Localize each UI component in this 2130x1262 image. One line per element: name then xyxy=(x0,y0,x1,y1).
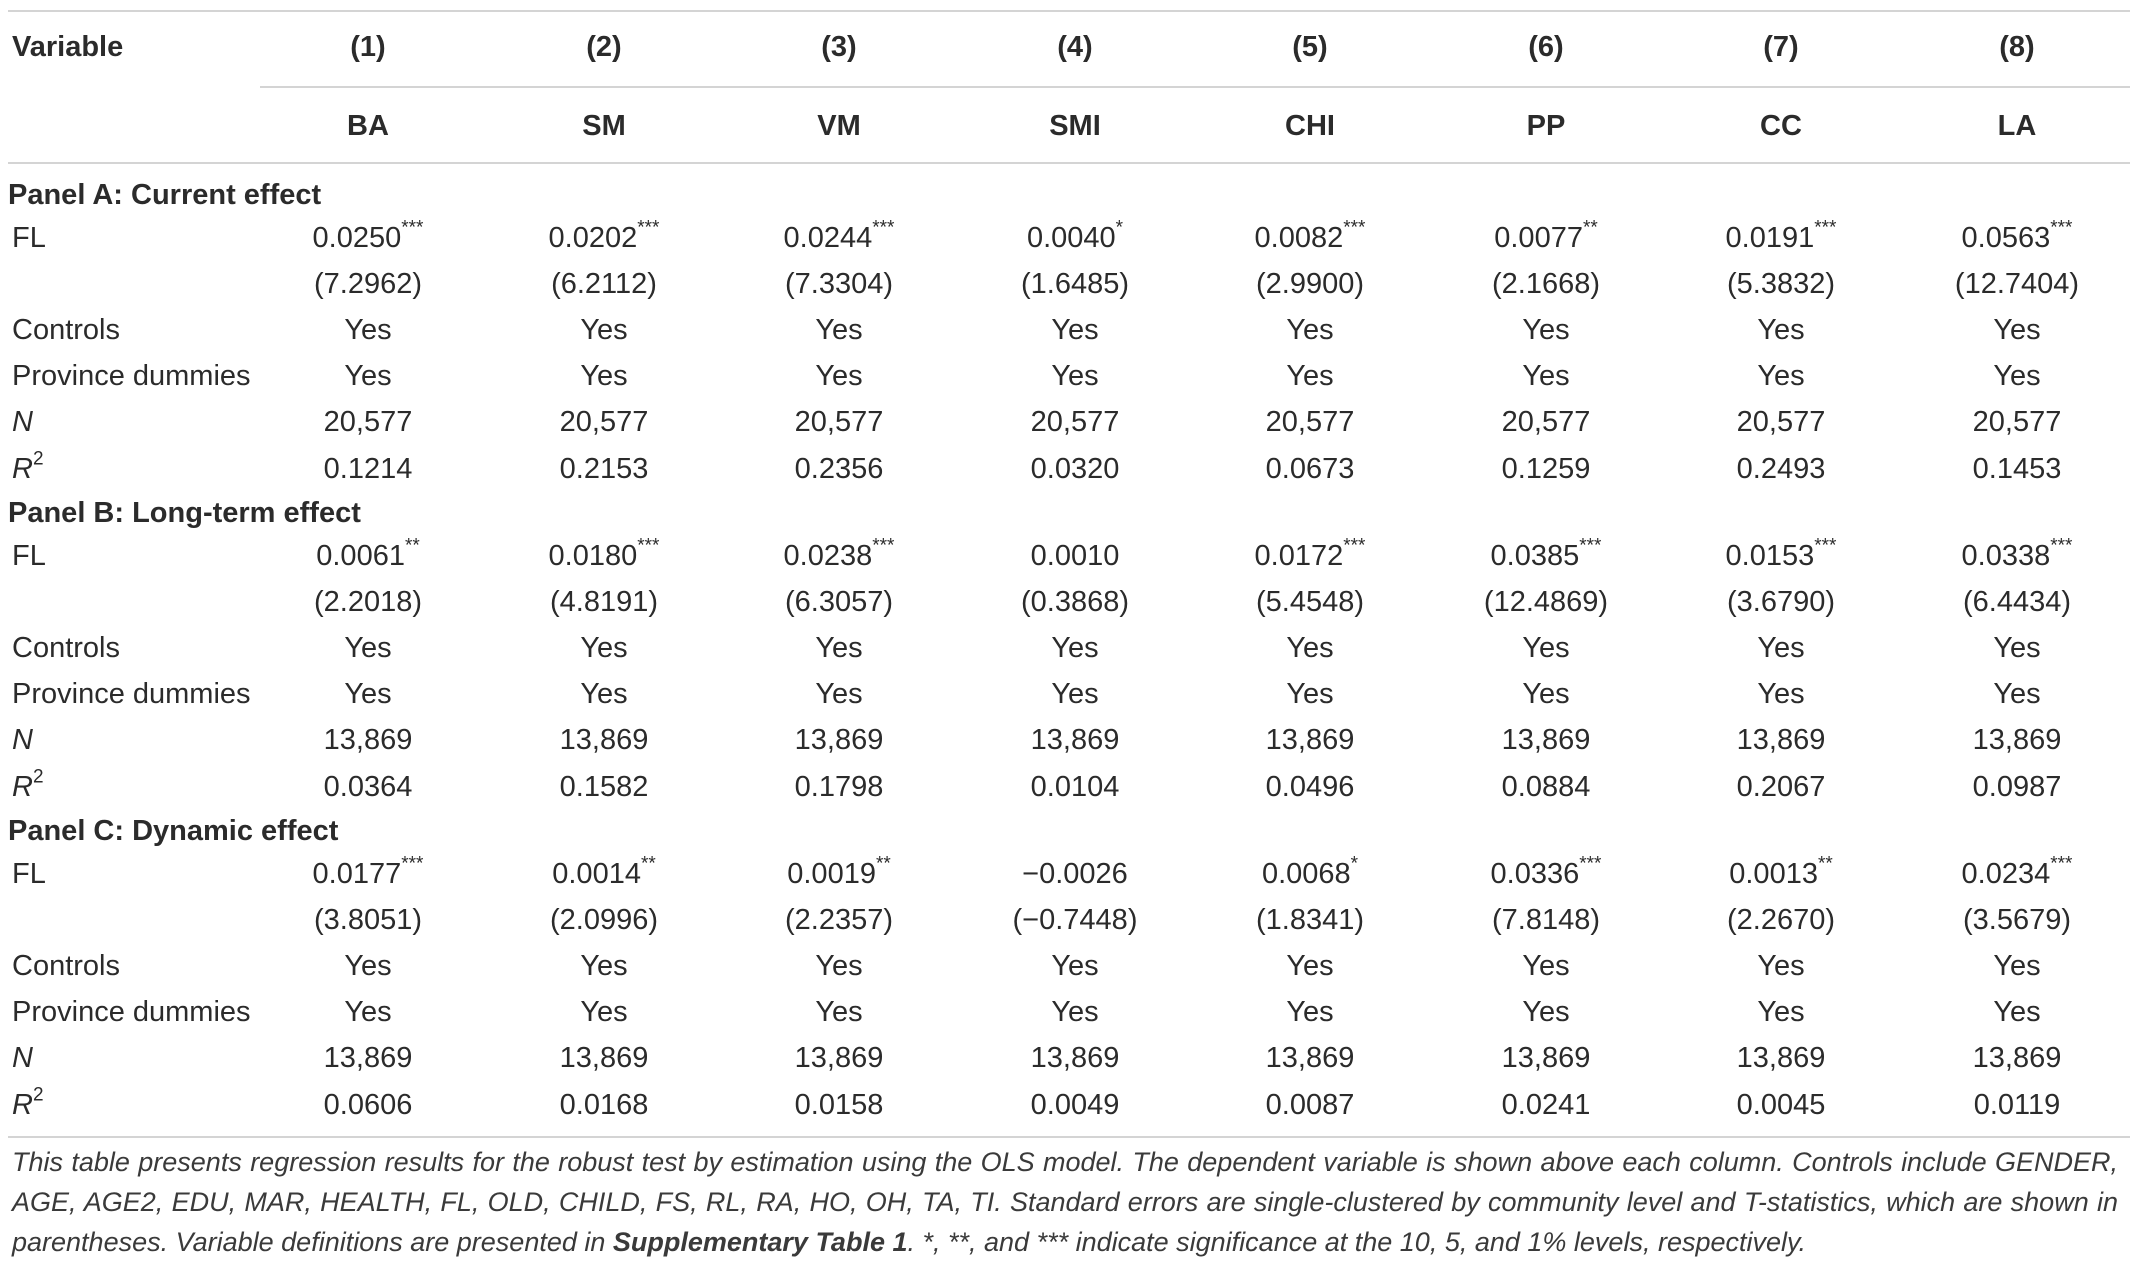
panel-title: Panel A: Current effect xyxy=(8,179,322,211)
table-cell: Yes xyxy=(1757,678,1805,711)
table-cell: 0.0168 xyxy=(559,1088,649,1121)
table-cell: Yes xyxy=(1993,632,2041,665)
row-label xyxy=(12,989,251,1035)
row-label xyxy=(12,851,46,897)
table-cell: 0.0158 xyxy=(794,1088,884,1121)
col-name-4: SMI xyxy=(1049,110,1101,142)
row-label xyxy=(12,671,251,717)
table-row xyxy=(0,261,2130,307)
significance-stars: *** xyxy=(1579,535,1602,557)
row-label-text: FL xyxy=(12,222,46,254)
table-cell: (−0.7448) xyxy=(1012,904,1138,937)
table-cell: Yes xyxy=(1757,996,1805,1029)
significance-stars: *** xyxy=(872,217,895,239)
table-row xyxy=(0,897,2130,943)
table-cell: Yes xyxy=(815,314,863,347)
table-cell: Yes xyxy=(1051,632,1099,665)
table-cell: 0.0045 xyxy=(1736,1088,1826,1121)
table-note xyxy=(12,1142,2118,1262)
table-cell: 20,577 xyxy=(1736,406,1826,439)
table-top-rule xyxy=(8,10,2130,12)
table-cell: 0.0010 xyxy=(1030,540,1120,572)
significance-stars: *** xyxy=(637,535,660,557)
row-label-text: Province dummies xyxy=(12,678,251,711)
table-cell: 13,869 xyxy=(794,724,884,757)
table-cell: (5.3832) xyxy=(1726,268,1836,301)
table-cell: (0.3868) xyxy=(1020,586,1130,619)
table-cell: 0.0336*** xyxy=(1490,853,1602,890)
table-cell: 0.0338*** xyxy=(1961,535,2073,572)
col-number-4: (4) xyxy=(1057,31,1093,63)
col-name-7: CC xyxy=(1760,110,1802,142)
table-row xyxy=(0,943,2130,989)
significance-stars: ** xyxy=(640,853,656,875)
table-cell: Yes xyxy=(1051,996,1099,1029)
table-cell: Yes xyxy=(815,996,863,1029)
table-row xyxy=(0,446,2130,492)
row-label xyxy=(12,764,44,810)
table-cell: (6.4434) xyxy=(1962,586,2072,619)
panel-title: Panel B: Long-term effect xyxy=(8,497,361,529)
table-cell: Yes xyxy=(1757,632,1805,665)
col-number-3: (3) xyxy=(821,31,857,63)
table-cell: Yes xyxy=(815,950,863,983)
table-cell: 20,577 xyxy=(1972,406,2062,439)
table-cell: (3.6790) xyxy=(1726,586,1836,619)
table-cell: 0.2153 xyxy=(559,452,649,485)
table-cell: Yes xyxy=(1993,360,2041,393)
col-name-6: PP xyxy=(1526,110,1566,142)
table-row xyxy=(0,215,2130,261)
row-label xyxy=(12,533,46,579)
row-label-text: R xyxy=(12,452,33,485)
significance-stars: * xyxy=(1115,217,1124,239)
table-bottom-rule xyxy=(8,1136,2130,1138)
table-cell: 0.0241 xyxy=(1501,1088,1591,1121)
table-cell: (3.8051) xyxy=(313,904,423,937)
table-cell: Yes xyxy=(1522,950,1570,983)
table-cell: 0.0019** xyxy=(787,853,891,890)
table-cell: (1.6485) xyxy=(1020,268,1130,301)
table-row xyxy=(0,1082,2130,1128)
table-cell: (4.8191) xyxy=(549,586,659,619)
table-cell: 0.0606 xyxy=(323,1088,413,1121)
table-cell: Yes xyxy=(1757,950,1805,983)
row-label-text: N xyxy=(12,406,33,439)
row-label xyxy=(12,1082,44,1128)
table-cell: 0.0238*** xyxy=(783,535,895,572)
row-label-text: R xyxy=(12,770,33,803)
col-number-8: (8) xyxy=(1999,31,2035,63)
variable-header: Variable xyxy=(12,31,124,63)
significance-stars: *** xyxy=(2050,853,2073,875)
table-cell: 0.0987 xyxy=(1972,770,2062,803)
table-cell: Yes xyxy=(1286,632,1334,665)
row-label-superscript: 2 xyxy=(32,448,44,470)
table-cell: 0.0013** xyxy=(1729,853,1833,890)
table-cell: 13,869 xyxy=(1501,724,1591,757)
table-cell: 0.0077** xyxy=(1494,217,1598,254)
table-cell: Yes xyxy=(1051,314,1099,347)
row-label xyxy=(12,446,44,492)
table-cell: Yes xyxy=(344,996,392,1029)
table-cell: Yes xyxy=(1286,314,1334,347)
row-label-text: FL xyxy=(12,858,46,890)
significance-stars: ** xyxy=(1582,217,1598,239)
row-label-text: FL xyxy=(12,540,46,572)
table-cell: 0.0068* xyxy=(1261,853,1359,890)
table-cell: 13,869 xyxy=(794,1042,884,1075)
table-cell: Yes xyxy=(344,678,392,711)
table-cell: (7.2962) xyxy=(313,268,423,301)
row-label xyxy=(12,1035,33,1081)
table-cell: (7.8148) xyxy=(1491,904,1601,937)
header-number-row xyxy=(0,24,2130,70)
significance-stars: *** xyxy=(1343,535,1366,557)
table-cell: Yes xyxy=(580,314,628,347)
table-cell: Yes xyxy=(1993,314,2041,347)
table-cell: Yes xyxy=(1051,678,1099,711)
table-cell: Yes xyxy=(580,360,628,393)
table-row xyxy=(0,1035,2130,1081)
table-cell: 0.0061** xyxy=(316,535,420,572)
table-cell: 13,869 xyxy=(1030,724,1120,757)
table-cell: Yes xyxy=(580,678,628,711)
table-cell: 0.1214 xyxy=(323,452,413,485)
row-label xyxy=(12,399,33,445)
panel-title: Panel C: Dynamic effect xyxy=(8,815,339,847)
col-name-8: LA xyxy=(1997,110,2037,142)
table-cell: 0.0014** xyxy=(552,853,656,890)
table-cell: (2.2018) xyxy=(313,586,423,619)
table-cell: (12.4869) xyxy=(1483,586,1609,619)
table-cell: 0.0563*** xyxy=(1961,217,2073,254)
table-cell: (6.3057) xyxy=(784,586,894,619)
row-label xyxy=(12,215,46,261)
table-cell: (2.1668) xyxy=(1491,268,1601,301)
col-number-2: (2) xyxy=(586,31,622,63)
table-cell: Yes xyxy=(580,632,628,665)
table-cell: 13,869 xyxy=(1972,1042,2062,1075)
table-cell: 20,577 xyxy=(1501,406,1591,439)
table-cell: 0.0191*** xyxy=(1725,217,1837,254)
row-label-text: R xyxy=(12,1088,33,1121)
table-cell: Yes xyxy=(815,678,863,711)
row-label-text: Controls xyxy=(12,950,120,983)
table-cell: 13,869 xyxy=(1972,724,2062,757)
table-cell: Yes xyxy=(815,632,863,665)
table-cell: 13,869 xyxy=(559,724,649,757)
significance-stars: ** xyxy=(1817,853,1833,875)
col-name-1: BA xyxy=(347,110,389,142)
col-name-3: VM xyxy=(817,110,861,142)
row-label-text: N xyxy=(12,1042,33,1075)
table-cell: (6.2112) xyxy=(551,268,657,301)
table-cell: 13,869 xyxy=(1501,1042,1591,1075)
table-cell: 0.0234*** xyxy=(1961,853,2073,890)
table-cell: Yes xyxy=(344,360,392,393)
table-row xyxy=(0,399,2130,445)
table-row xyxy=(0,625,2130,671)
table-cell: 0.0172*** xyxy=(1254,535,1366,572)
table-cell: (2.2357) xyxy=(784,904,894,937)
col-number-5: (5) xyxy=(1292,31,1328,63)
table-cell: (2.0996) xyxy=(549,904,659,937)
table-row xyxy=(0,764,2130,810)
table-cell: 0.0673 xyxy=(1265,452,1355,485)
table-row xyxy=(0,717,2130,763)
table-cell: Yes xyxy=(1757,314,1805,347)
table-cell: Yes xyxy=(580,996,628,1029)
table-cell: 13,869 xyxy=(1030,1042,1120,1075)
table-cell: 0.0180*** xyxy=(548,535,660,572)
table-cell: 0.1453 xyxy=(1972,452,2062,485)
col-name-2: SM xyxy=(582,110,626,142)
table-cell: Yes xyxy=(1286,996,1334,1029)
table-cell: 13,869 xyxy=(559,1042,649,1075)
table-cell: (7.3304) xyxy=(784,268,894,301)
significance-stars: *** xyxy=(401,853,424,875)
table-cell: Yes xyxy=(344,950,392,983)
table-cell: 20,577 xyxy=(1265,406,1355,439)
table-cell: Yes xyxy=(1757,360,1805,393)
table-cell: 13,869 xyxy=(1736,724,1826,757)
note-bold-reference: Supplementary Table 1 xyxy=(612,1227,908,1257)
table-cell: 20,577 xyxy=(794,406,884,439)
table-cell: (12.7404) xyxy=(1954,268,2080,301)
note-text-after: . *, **, and *** indicate significance at the 10, 5, and 1% levels, respectively. xyxy=(907,1227,1806,1257)
table-cell: 0.0202*** xyxy=(548,217,660,254)
table-row xyxy=(0,533,2130,579)
table-cell: (5.4548) xyxy=(1255,586,1365,619)
table-cell: 0.1259 xyxy=(1501,452,1591,485)
header-name-row xyxy=(0,103,2130,149)
table-cell: 0.1582 xyxy=(559,770,649,803)
row-label xyxy=(12,717,33,763)
row-label-text: Controls xyxy=(12,314,120,347)
table-cell: 0.0884 xyxy=(1501,770,1591,803)
table-cell: 0.2356 xyxy=(794,452,884,485)
table-cell: (3.5679) xyxy=(1962,904,2072,937)
row-label xyxy=(12,353,251,399)
table-row xyxy=(0,307,2130,353)
table-cell: 0.2067 xyxy=(1736,770,1826,803)
header-mid-rule xyxy=(260,86,2130,88)
significance-stars: *** xyxy=(1814,535,1837,557)
table-cell: 0.0040* xyxy=(1026,217,1124,254)
significance-stars: *** xyxy=(1579,853,1602,875)
significance-stars: *** xyxy=(401,217,424,239)
table-cell: Yes xyxy=(1051,360,1099,393)
note-text-before: This table presents regression results for the robust test by estimation using the OLS model. The dependent variable is shown above each column. Controls include GENDER, AGE, AGE2, EDU, MAR, HEALTH, FL, OLD, CHILD, FS, RL, RA, HO, OH, TA, TI. Standard errors are single-clustered by community level and T-statistics, which are shown in parentheses. Variable definitions are presented in xyxy=(12,1147,2118,1257)
table-cell: Yes xyxy=(580,950,628,983)
table-cell: (2.9900) xyxy=(1255,268,1365,301)
table-row xyxy=(0,851,2130,897)
table-cell: (2.2670) xyxy=(1726,904,1836,937)
table-cell: 0.0049 xyxy=(1030,1088,1120,1121)
header-bottom-rule xyxy=(8,162,2130,164)
table-cell: 13,869 xyxy=(323,1042,413,1075)
table-cell: Yes xyxy=(1286,360,1334,393)
significance-stars: * xyxy=(1350,853,1359,875)
table-cell: 0.1798 xyxy=(794,770,884,803)
table-cell: 0.0104 xyxy=(1030,770,1120,803)
table-cell: −0.0026 xyxy=(1022,858,1128,890)
row-label-text: Province dummies xyxy=(12,996,251,1029)
table-row xyxy=(0,353,2130,399)
row-label-text: Controls xyxy=(12,632,120,665)
table-cell: Yes xyxy=(1993,678,2041,711)
row-label xyxy=(12,307,120,353)
table-cell: 13,869 xyxy=(323,724,413,757)
table-row xyxy=(0,579,2130,625)
row-label-text: Province dummies xyxy=(12,360,251,393)
table-cell: 0.0087 xyxy=(1265,1088,1355,1121)
table-cell: Yes xyxy=(1993,996,2041,1029)
significance-stars: *** xyxy=(1343,217,1366,239)
col-number-6: (6) xyxy=(1528,31,1564,63)
table-cell: Yes xyxy=(1522,996,1570,1029)
row-label-superscript: 2 xyxy=(32,1084,44,1106)
table-cell: 0.2493 xyxy=(1736,452,1826,485)
row-label xyxy=(12,943,120,989)
significance-stars: ** xyxy=(875,853,891,875)
significance-stars: *** xyxy=(1814,217,1837,239)
table-cell: 0.0385*** xyxy=(1490,535,1602,572)
table-cell: Yes xyxy=(1286,678,1334,711)
table-cell: 0.0082*** xyxy=(1254,217,1366,254)
row-label-text: N xyxy=(12,724,33,757)
table-cell: 0.0153*** xyxy=(1725,535,1837,572)
col-number-7: (7) xyxy=(1763,31,1799,63)
table-cell: 0.0119 xyxy=(1973,1088,2061,1121)
significance-stars: *** xyxy=(872,535,895,557)
table-cell: Yes xyxy=(1522,360,1570,393)
table-cell: Yes xyxy=(1522,314,1570,347)
table-cell: 0.0364 xyxy=(323,770,413,803)
table-cell: 13,869 xyxy=(1736,1042,1826,1075)
table-row xyxy=(0,671,2130,717)
row-label xyxy=(12,625,120,671)
significance-stars: ** xyxy=(404,535,420,557)
significance-stars: *** xyxy=(2050,217,2073,239)
significance-stars: *** xyxy=(637,217,660,239)
table-cell: Yes xyxy=(1051,950,1099,983)
row-label-superscript: 2 xyxy=(32,766,44,788)
table-cell: Yes xyxy=(815,360,863,393)
table-cell: (1.8341) xyxy=(1255,904,1365,937)
table-row xyxy=(0,989,2130,1035)
table-cell: Yes xyxy=(1522,632,1570,665)
table-cell: Yes xyxy=(344,632,392,665)
table-cell: Yes xyxy=(1993,950,2041,983)
table-cell: 0.0177*** xyxy=(312,853,424,890)
significance-stars: *** xyxy=(2050,535,2073,557)
col-name-5: CHI xyxy=(1285,110,1335,142)
table-cell: Yes xyxy=(1286,950,1334,983)
table-cell: Yes xyxy=(344,314,392,347)
table-cell: Yes xyxy=(1522,678,1570,711)
table-cell: 0.0496 xyxy=(1265,770,1355,803)
table-cell: 20,577 xyxy=(1030,406,1120,439)
table-cell: 20,577 xyxy=(559,406,649,439)
table-cell: 0.0250*** xyxy=(312,217,424,254)
table-cell: 0.0244*** xyxy=(783,217,895,254)
table-cell: 20,577 xyxy=(323,406,413,439)
table-cell: 0.0320 xyxy=(1030,452,1120,485)
table-cell: 13,869 xyxy=(1265,724,1355,757)
col-number-1: (1) xyxy=(350,31,386,63)
table-cell: 13,869 xyxy=(1265,1042,1355,1075)
